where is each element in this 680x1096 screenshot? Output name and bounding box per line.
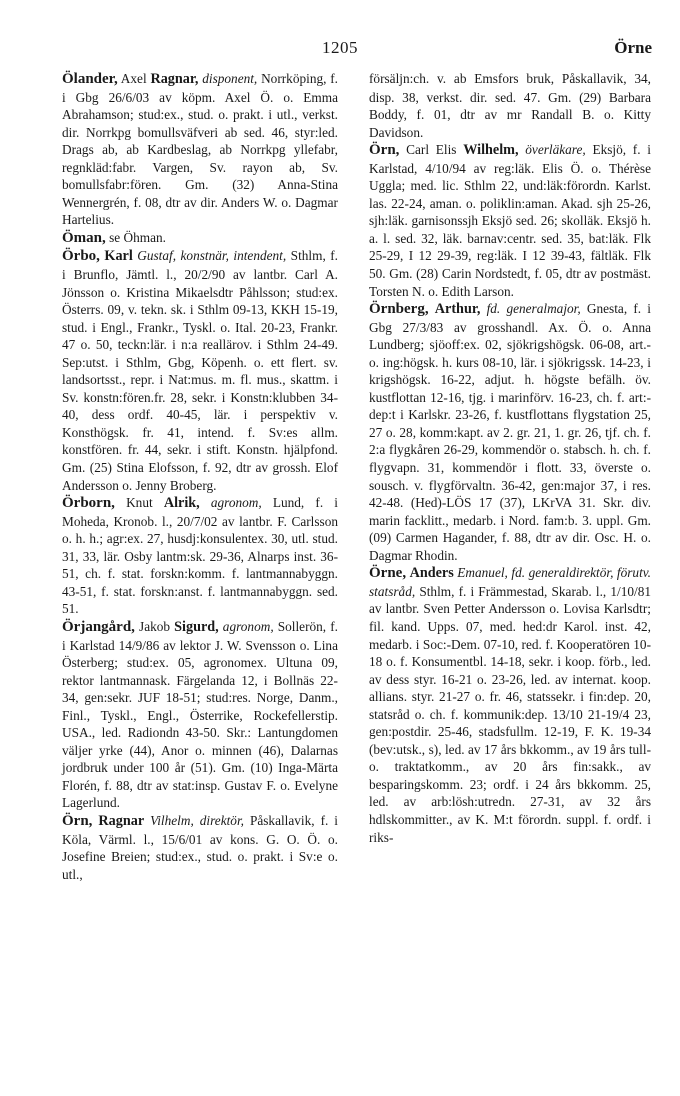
entry-given: Ragnar, xyxy=(150,71,199,87)
entry-surname: Örne, xyxy=(369,565,407,582)
entry-pre: Knut xyxy=(114,495,164,511)
entry-title: överläkare, xyxy=(518,142,586,158)
right-column xyxy=(369,70,651,846)
entry-orbo xyxy=(62,247,338,494)
entry-text: försäljn:ch. v. ab Emsfors bruk, Påskallavik, 34, disp. 38, verkst. dir. sed. 47. Gm. (29) Barbara Boddy, f. 01, dtr av mr Randall B. o. Kitty Davidson. xyxy=(369,71,651,140)
running-head: Örne xyxy=(614,38,652,57)
left-column xyxy=(62,70,338,883)
entry-pre: Jakob xyxy=(134,618,175,634)
entry-title: agronom, xyxy=(199,495,262,511)
entry-orborn xyxy=(62,494,338,618)
entry-text: Norrköping, f. i Gbg 26/6/03 av köpm. Axel Ö. o. Emma Abrahamson; stud:ex., stud. o. prakt. i utl., verkst. dir. Norrkpg bomullsväfveri ab sed. 46, styr:led. Drags ab, ab Kardbeslag, ab Norrkpg yllefabr, regnkläd:fabr. Vargen, Sv. rayon ab, Sv. bomullsfabr:fören. Gm. (32) Anna-Stina Wennergrén, f. 08, dtr av dir. Anders W. o. Dagmar Hartelius. xyxy=(62,71,338,228)
entry-pre: Axel xyxy=(117,71,151,86)
entry-surname: Örn, xyxy=(62,812,93,829)
entry-surname: Örjangård, xyxy=(62,618,135,635)
entry-title: Gustaf, konstnär, intendent, xyxy=(132,248,287,264)
entry-title: Vilhelm, direktör, xyxy=(144,812,244,828)
entry-surname: Ölander, xyxy=(62,71,118,87)
entry-oman xyxy=(62,229,338,248)
entry-orne xyxy=(369,564,651,846)
entry-title: fd. generalmajor, xyxy=(480,301,581,317)
entry-orjangard xyxy=(62,618,338,812)
entry-text: Gnesta, f. i Gbg 27/3/83 av grosshandl. Ax. Ö. o. Anna Lundberg; sjöoff:ex. 02, sjökrigshögsk. 06-08, art.-o. ing:högsk. h. kurs 08-10, lär. i sjökrigssk. 14-23, i krigshögsk. 16-22, adjut. h. högste befälh. öv. kustflottan 12-16, tjg. i marinförv. 16-23, ch. f. art:-dep:t i Karlskr. 23-26, f. kustflottans flygstation 25, 27 o. 28, komm:kapt. av 2. gr. 21, 1. gr. 26, tjf. ch. f. 2:a flygkåren 26-29, kommendör o. stabsch. h. ch. f. flygvapn. 31, kommendör i flott. 33, överste o. sousch. v. flygförvaltn. 36-42, gen:major 37, i res. 42-48. (Hed)-LÖS 17 (37), LKrVA 31. Skr. div. marin facklitt., medarb. i Nord. fam:b. 3. uppl. Gm. (09) Carmen Hagander, f. 88, dtr av dir. Osc. H. o. Dagmar Rhodin. xyxy=(369,301,651,563)
page-number: 1205 xyxy=(322,38,358,57)
entry-given: Sigurd, xyxy=(174,618,219,635)
entry-given: Karl xyxy=(104,248,133,265)
entry-text: Lund, f. i Moheda, Kronob. l., 20/7/02 av lantbr. F. Carlsson o. h. h.; agr:ex. 27, husdj:konsulentex. 30, utl. stud. 31, 33, lär. Osby lantm:sk. 29-36, Alnarps inst. 36-51, ch. f. stat. forskn:komm. f. lantmannabyggn. 43-51, f. stat. forskn:anst. f. lantmannabyggn. sed. 51. xyxy=(62,495,338,617)
entry-surname: Örn, xyxy=(369,142,400,159)
entry-given: Wilhelm, xyxy=(463,142,519,159)
entry-title: disponent, xyxy=(198,71,258,86)
entry-surname: Örnberg, xyxy=(369,301,429,318)
entry-given: Anders xyxy=(409,565,454,582)
entry-given: Arthur, xyxy=(434,301,481,318)
entry-orn-ragnar xyxy=(62,812,338,883)
entry-text: Påskallavik, f. i Köla, Värml. l., 15/6/01 av kons. G. O. Ö. o. Josefine Breien; stud:ex., stud. o. prakt. i Sv:e o. utl., xyxy=(62,812,338,882)
entry-given: Ragnar xyxy=(98,812,145,829)
entry-text: Sthlm, f. i Främmestad, Skarab. l., 1/10/81 av lantbr. Sven Petter Andersson o. Lovisa Karlsdtr; fil. kand. Upps. 07, med. hed:dr Karol. inst. 42, medarb. i Soc:-Dem. 07-10, red. f. Kooperatören 10-18 o. f. Konsumentbl. 14-18, sekr. i koop. förb., led. av dess styr. 16-21 o. 23-26, led. av internat. koop. allians. styr. 21-27 o. fr. 46, statssekr. i fin:dep. 20, statsråd o. ch. f. kommunik:dep. 13/10 21-19/4 23, gen:postdir. 25-46, stadsfullm. 12-19, F. K. 19-34 (bev:utsk., s), led. av 17 års bkkomm., av 19 års tull- o. traktatkomm., av 20 års fin:sakk., av besparingskomm. 23; ordf. i 24 års bkkomm. 25, led. av arb:lösh:utredn. 27-31, av 32 års hdlskommitter., av K. M:t förordn. suppl. f. ordf. i riks- xyxy=(369,583,651,845)
entry-surname: Öman, xyxy=(62,229,106,246)
entry-ornberg xyxy=(369,300,651,564)
entry-orn-wilhelm xyxy=(369,141,651,300)
entry-title: Emanuel, fd. generaldirektör, förutv. statsråd, xyxy=(369,565,652,599)
entry-text: se Öhman. xyxy=(105,229,166,245)
entry-text: Sollerön, f. i Karlstad 14/9/86 av lektor J. W. Svensson o. Lina Österberg; stud:ex. 05, agronomex. Ultuna 09, rektor lantmannask. Färgelanda 12, i Bollnäs 22-34, gen:sekr. JUF 18-51; stud:res. Norge, Danm., Finl., Tyskl., Engl., Österrike, Rockefellerstip. USA., led. Radiondn 43-50. Skr.: Lantungdomen väljer yrke (44), Anor o. minnen (46), Dalarnas jordbruk under 100 år (51). Gm. (10) Inga-Märta Florén, f. 88, dtr av stat:insp. Gustav F. o. Evelyne Lagerlund. xyxy=(62,618,338,811)
entry-text: Eksjö, f. i Karlstad, 4/10/94 av reg:läk. Elis Ö. o. Thérèse Uggla; med. lic. Sthlm 22, und:läk:förordn. Karlst. las. 22-24, aman. o. poliklin:aman. Akad. sjh 25-26, sjh:läk. garnisonssjh Eksjö sed. 26; skolläk. Eksjö h. a. l. sed. 32, läk. barnav:centr. sed. 35, bat:läk. Flk 25-29, I 12 29-39, reg:läk. I 12 39-43, fältläk. Flk 50. Gm. (28) Carin Nordstedt, f. 05, dtr av postmäst. Torsten N. o. Edith Larson. xyxy=(369,142,651,299)
entry-surname: Örbo, xyxy=(62,248,100,265)
entry-given: Alrik, xyxy=(163,495,200,512)
entry-continuation xyxy=(369,70,651,141)
entry-title: agronom, xyxy=(218,618,274,634)
entry-pre: Carl Elis xyxy=(399,142,464,158)
entry-surname: Örborn, xyxy=(62,495,115,512)
entry-olander xyxy=(62,70,338,229)
entry-text: Sthlm, f. i Brunflo, Jämtl. l., 20/2/90 av lantbr. Carl A. Jönsson o. Kristina Mikaelsdtr Påhlsson; stud:ex. Österrs. 09, v. tekn. sk. i Sthlm 09-13, KKH 15-19, stud. i Engl., Frankr., Tyskl. o. Ital. 20-23, Frankr. 47 o. 50, teckn:lär. i n:a reallärov. i Sthlm 24-49. Sep:utst. i Sthlm, Gbg, Köpenh. o. ett flert. sv. landsortsst., repr. i Nat:mus. m. fl. mus., skattm. i Sv. konstn:fören.fr. 28, sekr. i Konstn:klubben 34-40, dess ordf. 40-45, lär. i perspektiv v. Konsthögsk. fr. 41, intend. f. Sv:es allm. konstfören. fr. 44, sekr. i stift. Konstn. hjälpfond. Gm. (25) Stina Elofsson, f. 92, dtr av grossh. Elof Andersson o. Jenny Broberg. xyxy=(62,248,339,493)
